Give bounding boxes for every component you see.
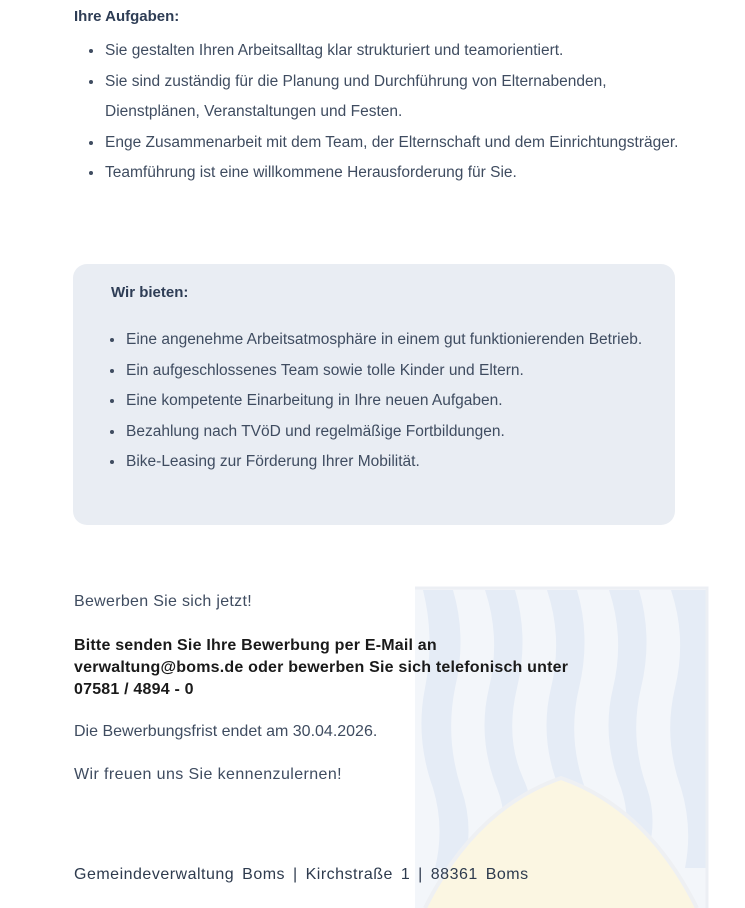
list-item: Sie gestalten Ihren Arbeitsalltag klar strukturiert und teamorientiert.	[88, 36, 688, 67]
list-item: Ein aufgeschlossenes Team sowie tolle Kinder und Eltern.	[109, 356, 649, 387]
offer-heading: Wir bieten:	[111, 284, 189, 301]
list-item: Eine angenehme Arbeitsatmosphäre in einem gut funktionierenden Betrieb.	[109, 325, 649, 356]
list-item: Eine kompetente Einarbeitung in Ihre neuen Aufgaben.	[109, 386, 649, 417]
cta-line: Bitte senden Sie Ihre Bewerbung per E-Mail an	[74, 637, 437, 654]
list-item: Teamführung ist eine willkommene Herausforderung für Sie.	[88, 158, 688, 189]
list-item: Bike-Leasing zur Förderung Ihrer Mobilität.	[109, 447, 649, 478]
deadline-text: Die Bewerbungsfrist endet am 30.04.2026.	[74, 723, 378, 740]
list-item: Sie sind zuständig für die Planung und Durchführung von Elternabenden, Dienstplänen, Veranstaltungen und Festen.	[88, 67, 688, 128]
cta-line: verwaltung@boms.de oder bewerben Sie sich telefonisch unter	[74, 659, 569, 676]
tasks-heading: Ihre Aufgaben:	[74, 8, 180, 25]
apply-now-text: Bewerben Sie sich jetzt!	[74, 593, 252, 610]
coat-of-arms-watermark-icon	[405, 578, 717, 908]
tasks-list	[88, 36, 688, 189]
cta-line: 07581 / 4894 - 0	[74, 681, 194, 698]
list-item: Bezahlung nach TVöD und regelmäßige Fortbildungen.	[109, 417, 649, 448]
offer-box	[73, 264, 675, 525]
footer-address: Gemeindeverwaltung Boms | Kirchstraße 1 | 88361 Boms	[74, 866, 529, 883]
application-instructions	[74, 635, 654, 701]
closing-text: Wir freuen uns Sie kennenzulernen!	[74, 766, 342, 783]
list-item: Enge Zusammenarbeit mit dem Team, der Elternschaft und dem Einrichtungsträger.	[88, 128, 688, 159]
offer-list	[109, 325, 649, 478]
